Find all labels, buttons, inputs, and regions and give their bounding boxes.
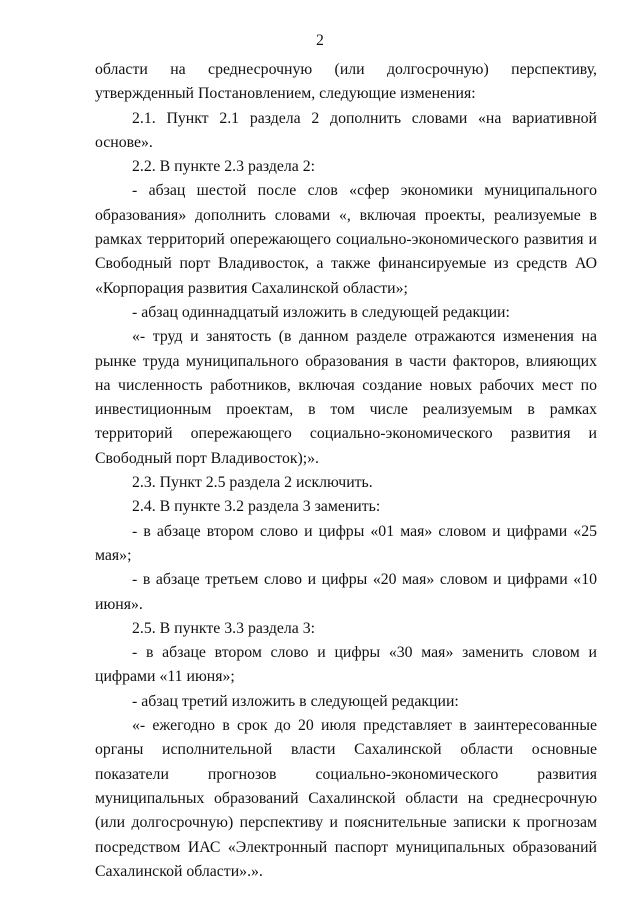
paragraph-item-2-3: 2.3. Пункт 2.5 раздела 2 исключить. [132, 474, 373, 492]
paragraph-item-2-4: 2.4. В пункте 3.2 раздела 3 заменить: [132, 498, 381, 516]
paragraph-abzac-sixth: - абзац шестой после слов «сфер экономики муниципального образования» дополнить словами «, включая проекты, реализуемые в рамках территорий опережающего социально-экономического развития и Свободный порт Владивосток, а также финансируемые из средств АО «Корпорация развития Сахалинской области»; [95, 182, 597, 297]
paragraph-quote-labor: «- труд и занятость (в данном разделе отражаются изменения на рынке труда муниципального образования в части факторов, влияющих на численность работников, включая создание новых рабочих мест по инвестиционным проектам, в том числе реализуемым в рамках территорий опережающего социально-экономического развития и Свободный порт Владивосток);». [95, 328, 597, 467]
paragraph-abzac-eleventh: - абзац одиннадцатый изложить в следующей редакции: [132, 303, 510, 321]
paragraph-quote-annual: «- ежегодно в срок до 20 июля представляет в заинтересованные органы исполнительной власти Сахалинской области основные показатели прогнозов социально-экономического развития муниципальных образований Сахалинской области на среднесрочную (или долгосрочную) перспективу и пояснительные записки к прогнозам посредством ИАС «Электронный паспорт муниципальных образований Сахалинской области».». [95, 717, 597, 880]
paragraph-abzac-third: - абзац третий изложить в следующей редакции: [132, 692, 459, 710]
paragraph-continuation: области на среднесрочную (или долгосрочную) перспективу, утвержденный Постановлением, следующие изменения: [95, 61, 597, 103]
paragraph-item-2-2: 2.2. В пункте 2.3 раздела 2: [132, 158, 316, 176]
paragraph-item-2-5: 2.5. В пункте 3.3 раздела 3: [132, 619, 316, 637]
document-body [95, 58, 597, 884]
paragraph-replace-second: - в абзаце втором слово и цифры «01 мая» словом и цифрами «25 мая»; [95, 522, 597, 564]
paragraph-replace-may-30: - в абзаце втором слово и цифры «30 мая» заменить словом и цифрами «11 июня»; [95, 644, 597, 686]
page-number: 2 [316, 32, 324, 49]
paragraph-replace-third: - в абзаце третьем слово и цифры «20 мая» словом и цифрами «10 июня». [95, 571, 597, 613]
paragraph-item-2-1: 2.1. Пункт 2.1 раздела 2 дополнить словами «на вариативной основе». [95, 109, 597, 151]
